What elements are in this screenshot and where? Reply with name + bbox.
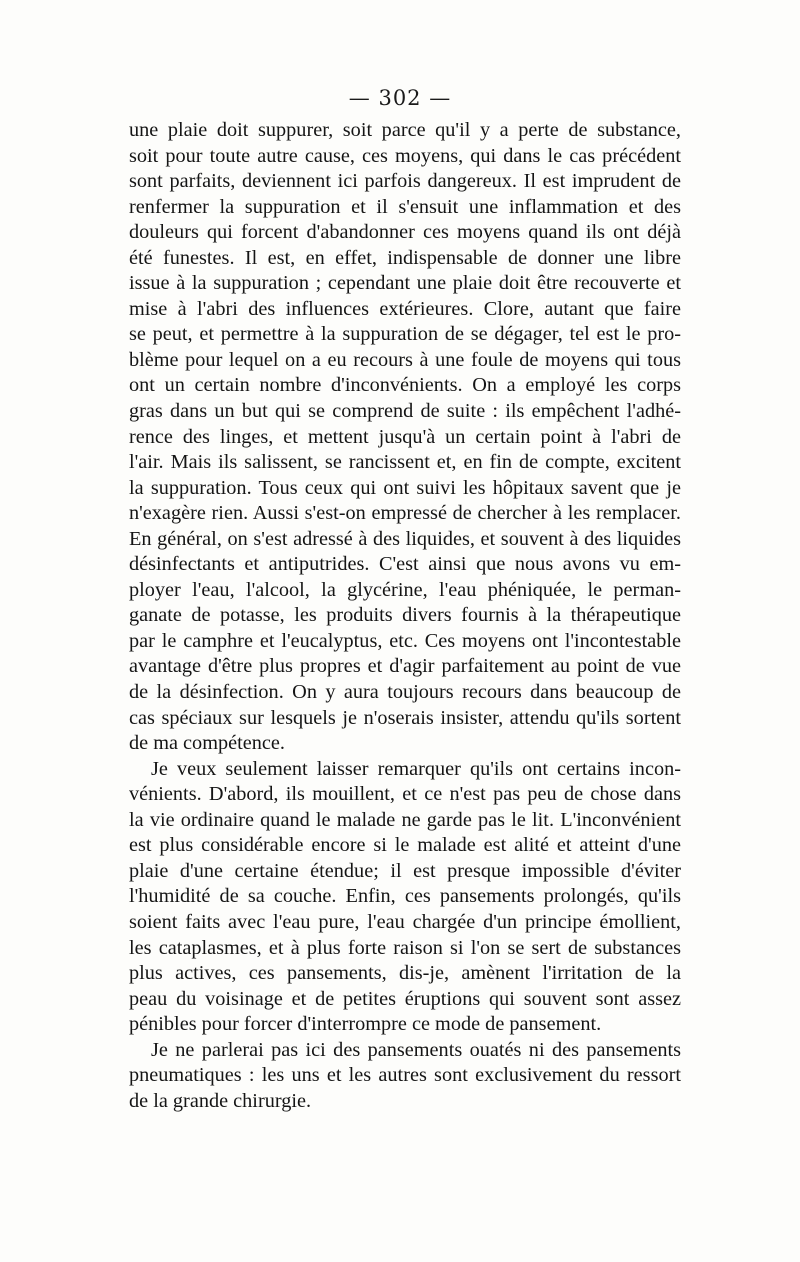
text-line: été funestes. Il est, en effet, indispensable de donner une libre (129, 246, 681, 269)
text-line: se peut, et permettre à la suppuration de se dégager, tel est le pro- (129, 323, 681, 346)
text-line: de ma compétence. (129, 732, 285, 755)
paragraph (129, 757, 681, 1038)
text-line: soient faits avec l'eau pure, l'eau chargée d'un principe émollient, (129, 910, 681, 933)
text-line: soit pour toute autre cause, ces moyens, qui dans le cas précédent (129, 144, 681, 167)
text-line: pénibles pour forcer d'interrompre ce mode de pansement. (129, 1013, 602, 1036)
text-line: rence des linges, et mettent jusqu'à un certain point à l'abri de (129, 425, 681, 448)
text-line: blème pour lequel on a eu recours à une foule de moyens qui tous (129, 348, 681, 371)
text-line: les cataplasmes, et à plus forte raison si l'on se sert de substances (129, 936, 681, 959)
text-line: douleurs qui forcent d'abandonner ces moyens quand ils ont déjà (129, 221, 681, 244)
text-line: l'humidité de sa couche. Enfin, ces pansements prolongés, qu'ils (129, 885, 681, 908)
text-line: pneumatiques : les uns et les autres sont exclusivement du ressort (129, 1064, 681, 1087)
text-line: peau du voisinage et de petites éruptions qui souvent sont assez (129, 987, 681, 1010)
text-line: Je veux seulement laisser remarquer qu'ils ont certains incon- (151, 757, 681, 780)
text-line: n'exagère rien. Aussi s'est-on empressé de chercher à les remplacer. (129, 502, 681, 525)
paragraph (129, 118, 681, 757)
text-line: l'air. Mais ils salissent, se rancissent et, en fin de compte, excitent (129, 451, 681, 474)
text-line: plus actives, ces pansements, dis-je, amènent l'irritation de la (129, 962, 681, 985)
text-line: mise à l'abri des influences extérieures. Clore, autant que faire (129, 297, 681, 320)
text-line: la vie ordinaire quand le malade ne garde pas le lit. L'inconvénient (129, 808, 681, 831)
text-line: En général, on s'est adressé à des liquides, et souvent à des liquides (129, 527, 681, 550)
text-line: par le camphre et l'eucalyptus, etc. Ces moyens ont l'incontestable (129, 629, 681, 652)
text-line: désinfectants et antiputrides. C'est ainsi que nous avons vu em- (129, 553, 681, 576)
text-line: sont parfaits, deviennent ici parfois dangereux. Il est imprudent de (129, 170, 681, 193)
text-line: plaie d'une certaine étendue; il est presque impossible d'éviter (129, 859, 681, 882)
text-line: avantage d'être plus propres et d'agir parfaitement au point de vue (129, 655, 681, 678)
text-line: de la grande chirurgie. (129, 1089, 312, 1112)
text-line: la suppuration. Tous ceux qui ont suivi les hôpitaux savent que je (129, 476, 681, 499)
text-line: ont un certain nombre d'inconvénients. On a employé les corps (129, 374, 681, 397)
text-line: renfermer la suppuration et il s'ensuit une inflammation et des (129, 195, 681, 218)
text-line: vénients. D'abord, ils mouillent, et ce n'est pas peu de chose dans (129, 783, 681, 806)
text-line: issue à la suppuration ; cependant une plaie doit être recouverte et (129, 272, 681, 295)
text-line: ployer l'eau, l'alcool, la glycérine, l'eau phéniquée, le perman- (129, 578, 681, 601)
text-line: Je ne parlerai pas ici des pansements ouatés ni des pansements (151, 1038, 681, 1061)
text-line: ganate de potasse, les produits divers fournis à la thérapeutique (129, 604, 681, 627)
page-number: — 302 — (348, 86, 452, 110)
body-text (129, 118, 681, 1114)
text-line: est plus considérable encore si le malade est alité et atteint d'une (129, 834, 681, 857)
text-line: gras dans un but qui se comprend de suite : ils empêchent l'adhé- (129, 400, 681, 423)
text-line: de la désinfection. On y aura toujours recours dans beaucoup de (129, 681, 681, 704)
text-line: une plaie doit suppurer, soit parce qu'il y a perte de substance, (129, 119, 681, 141)
text-line: cas spéciaux sur lesquels je n'oserais insister, attendu qu'ils sortent (129, 706, 681, 729)
paragraph (129, 1038, 681, 1115)
